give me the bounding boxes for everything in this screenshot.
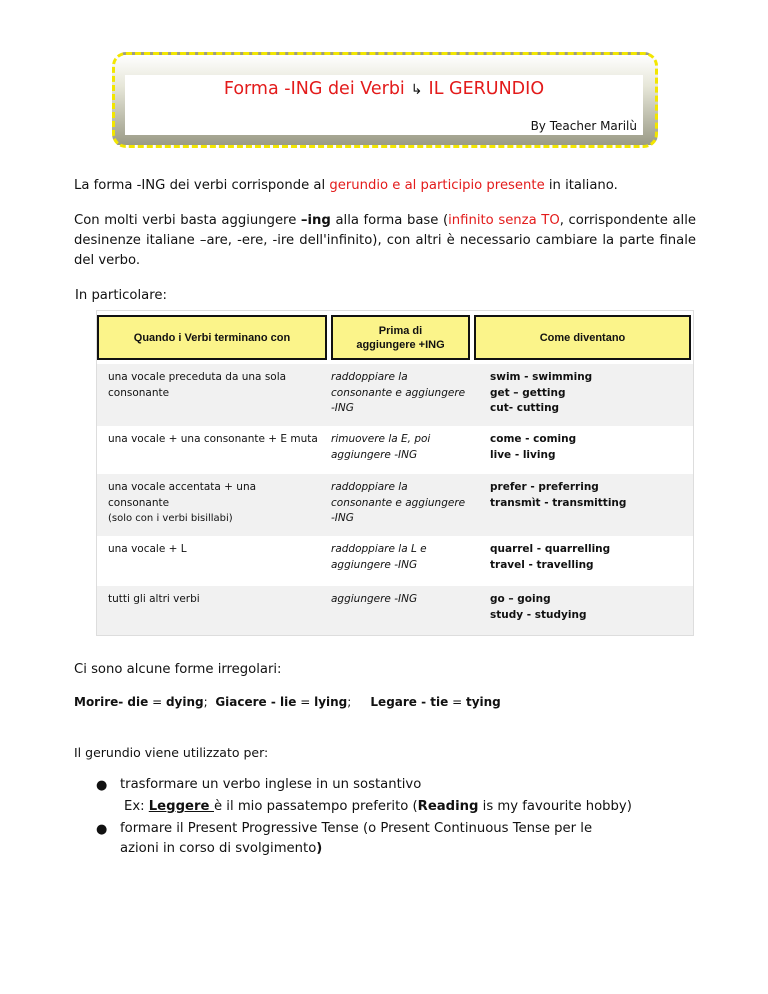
irregular-item: lying [314, 695, 348, 709]
text: = [448, 695, 466, 709]
table-cell [490, 370, 680, 417]
example-line: get – getting [490, 386, 566, 399]
author-credit: By Teacher Marilù [530, 119, 637, 133]
irregular-item: Giacere - lie [215, 695, 297, 709]
text: è il mio passatempo preferito ( [214, 799, 418, 814]
intro-paragraph-2 [74, 211, 696, 271]
table-cell: una vocale + una consonante + E muta [108, 433, 318, 445]
irregular-intro: Ci sono alcune forme irregolari: [74, 662, 282, 677]
intro-paragraph-3: In particolare: [75, 288, 167, 303]
title-panel [125, 75, 643, 135]
table-cell: tutti gli altri verbi [108, 593, 200, 605]
title-frame [112, 52, 658, 148]
irregular-item: tying [465, 695, 501, 709]
table-cell [108, 480, 318, 527]
highlight-text: gerundio e al participio presente [329, 178, 545, 193]
text: La forma -ING dei verbi corrisponde al [74, 178, 330, 193]
example-line: cut- cutting [490, 402, 560, 414]
table-cell [490, 542, 680, 573]
usage-example [124, 797, 724, 817]
example-line: come - coming [490, 433, 577, 445]
usage-intro: Il gerundio viene utilizzato per: [74, 745, 269, 760]
text: is my favourite hobby) [478, 799, 632, 814]
table-cell [490, 432, 680, 463]
usage-item-2 [120, 819, 720, 859]
cell-note: (solo con i verbi bisillabi) [108, 513, 233, 524]
table-cell: una vocale + L [108, 543, 187, 555]
table-row [97, 426, 693, 474]
table-cell: una vocale preceduta da una sola consonante [108, 371, 287, 399]
irregular-item: dying [165, 695, 204, 709]
table-header-1: Quando i Verbi terminano con [97, 315, 327, 360]
table-row [97, 364, 693, 426]
text: Ex: [124, 799, 149, 814]
text: alla forma base ( [330, 213, 449, 228]
text: = [296, 695, 315, 709]
table-row [97, 474, 693, 536]
table-cell [490, 592, 680, 623]
highlight-text: infinito senza TO [448, 213, 560, 228]
suffix-text: –ing [300, 213, 331, 228]
title-right: IL GERUNDIO [428, 79, 545, 99]
example-line: swim - swimming [490, 371, 593, 383]
cell-text: una vocale accentata + una consonante [108, 481, 257, 509]
text: Con molti verbi basta aggiungere [74, 213, 301, 228]
table-row [97, 586, 693, 635]
irregular-item: Morire- die [74, 695, 149, 709]
example-line: quarrel - quarrelling [490, 543, 611, 555]
text: azioni in corso di svolgimento [120, 841, 317, 856]
table-cell [490, 480, 680, 511]
text: ; [203, 695, 208, 709]
text: = [148, 695, 166, 709]
example-line: prefer - preferring [490, 481, 599, 493]
text: in italiano. [544, 178, 618, 193]
example-line: transmìt - transmitting [490, 496, 627, 509]
example-line: study - studying [490, 608, 587, 621]
page-title [125, 79, 643, 99]
example-line: live - living [490, 448, 556, 461]
text: formare il Present Progressive Tense (o Present Continuous Tense per le [120, 821, 593, 836]
example-line: travel - travelling [490, 558, 594, 571]
text: , corrispondente alle desinenze italiane –are, -ere, -ire dell'infinito), con altri è necessario cambiare la parte finale del verbo. [74, 213, 696, 268]
table-cell: rimuovere la E, poi aggiungere -ING [331, 433, 431, 461]
intro-paragraph-1 [74, 176, 696, 196]
table-cell: raddoppiare la consonante e aggiungere -ING [331, 481, 466, 524]
table-cell: raddoppiare la consonante e aggiungere -ING [331, 371, 466, 414]
text: ; [347, 695, 352, 709]
table-header-2: Prima di aggiungere +ING [331, 315, 470, 360]
text: Leggere [148, 799, 214, 814]
text: Reading [417, 799, 479, 814]
table-cell: raddoppiare la L e aggiungere -ING [331, 543, 427, 571]
usage-item-1: trasformare un verbo inglese in un sostantivo [120, 777, 422, 792]
irregular-list [74, 692, 696, 712]
table-row [97, 536, 693, 586]
irregular-item: Legare - tie [370, 695, 449, 709]
example-line: go – going [490, 593, 551, 605]
bullet-icon: ● [96, 778, 108, 793]
table-cell: aggiungere -ING [331, 593, 418, 605]
title-left: Forma -ING dei Verbi [223, 79, 405, 99]
arrow-icon: ↳ [410, 82, 423, 98]
bullet-icon: ● [96, 822, 108, 837]
text: ) [316, 841, 323, 856]
table-header-3: Come diventano [474, 315, 691, 360]
